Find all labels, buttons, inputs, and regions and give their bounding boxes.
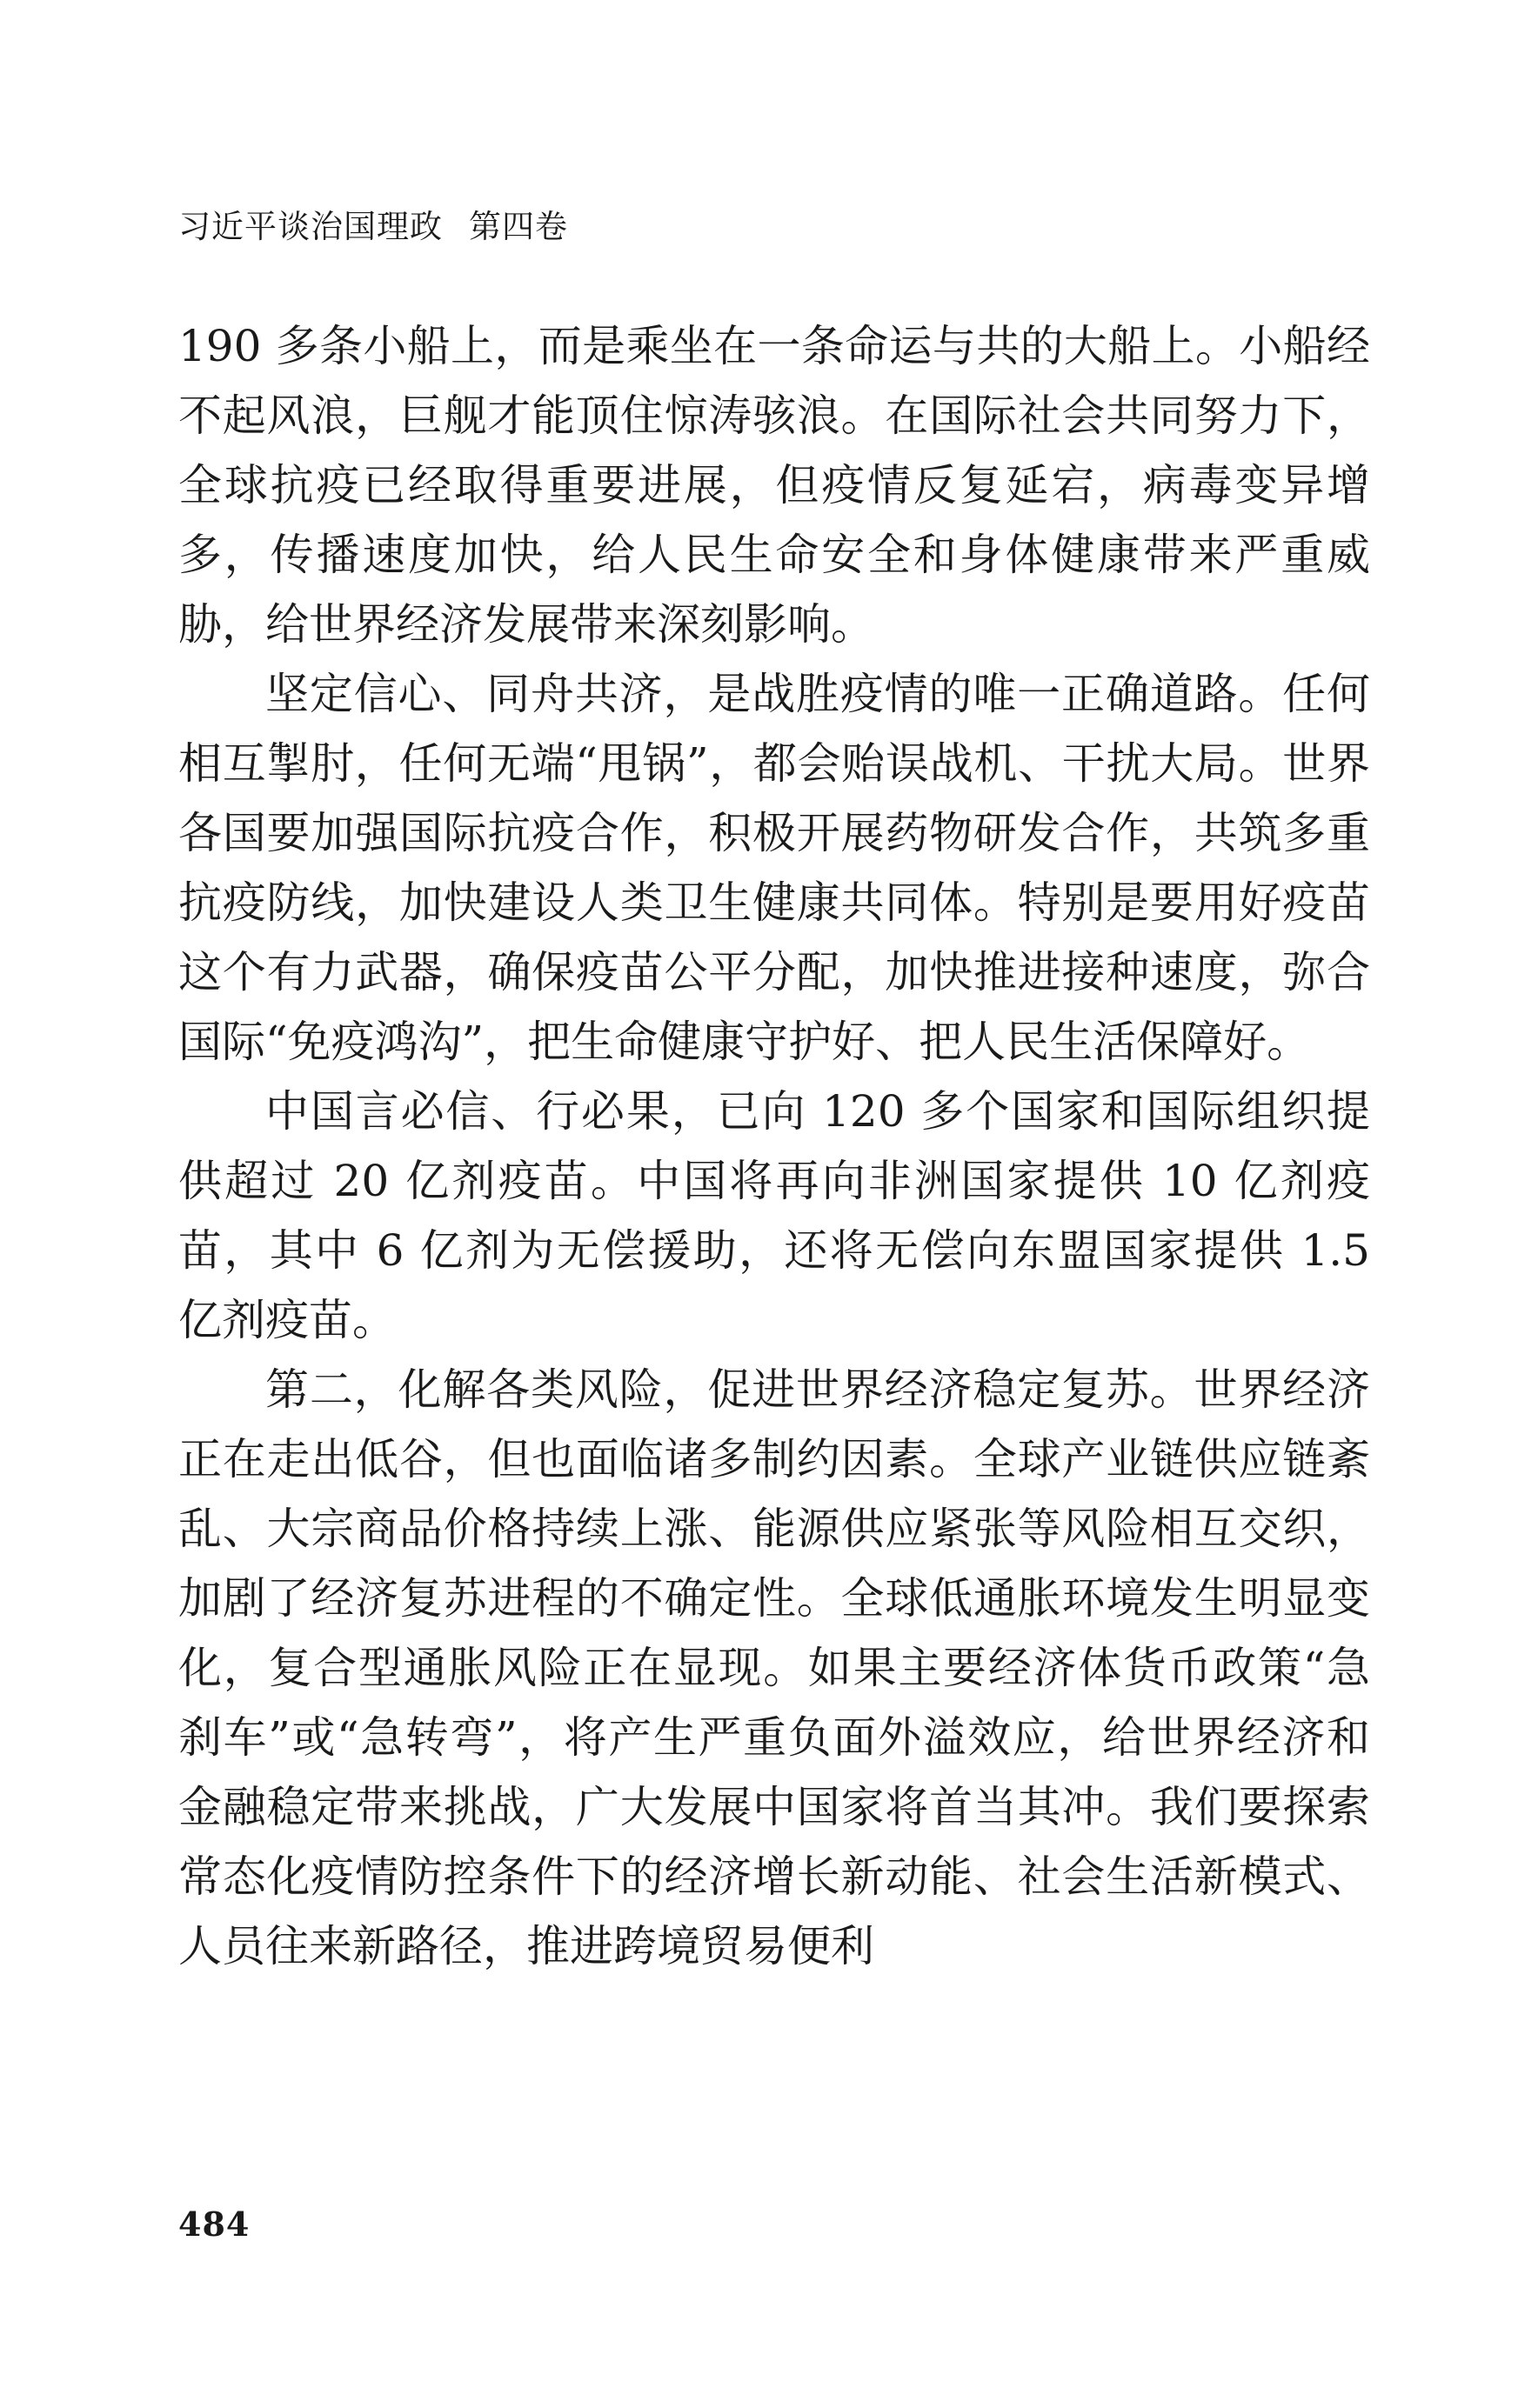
body-text (178, 311, 1370, 1981)
volume-label: 第四卷 (469, 208, 568, 245)
paragraph-3: 中国言必信、行必果，已向 120 多个国家和国际组织提供超过 20 亿剂疫苗。中国将再向非洲国家提供 10 亿剂疫苗，其中 6 亿剂为无偿援助，还将无偿向东盟国家提供 1.5 亿剂疫苗。 (178, 1086, 1370, 1345)
running-header (178, 200, 568, 247)
paragraph-4: 第二，化解各类风险，促进世界经济稳定复苏。世界经济正在走出低谷，但也面临诸多制约因素。全球产业链供应链紊乱、大宗商品价格持续上涨、能源供应紧张等风险相互交织，加剧了经济复苏进程的不确定性。全球低通胀环境发生明显变化，复合型通胀风险正在显现。如果主要经济体货币政策“急刹车”或“急转弯”，将产生严重负面外溢效应，给世界经济和金融稳定带来挑战，广大发展中国家将首当其冲。我们要探索常态化疫情防控条件下的经济增长新动能、社会生活新模式、人员往来新路径，推进跨境贸易便利 (178, 1364, 1370, 1971)
paragraph-1: 190 多条小船上，而是乘坐在一条命运与共的大船上。小船经不起风浪，巨舰才能顶住惊涛骇浪。在国际社会共同努力下，全球抗疫已经取得重要进展，但疫情反复延宕，病毒变异增多，传播速度加快，给人民生命安全和身体健康带来严重威胁，给世界经济发展带来深刻影响。 (178, 321, 1370, 650)
book-title: 习近平谈治国理政 (178, 208, 443, 245)
page-number: 484 (178, 2205, 251, 2244)
paragraph-2: 坚定信心、同舟共济，是战胜疫情的唯一正确道路。任何相互掣肘，任何无端“甩锅”，都会贻误战机、干扰大局。世界各国要加强国际抗疫合作，积极开展药物研发合作，共筑多重抗疫防线，加快建设人类卫生健康共同体。特别是要用好疫苗这个有力武器，确保疫苗公平分配，加快推进接种速度，弥合国际“免疫鸿沟”，把生命健康守护好、把人民生活保障好。 (178, 669, 1370, 1067)
